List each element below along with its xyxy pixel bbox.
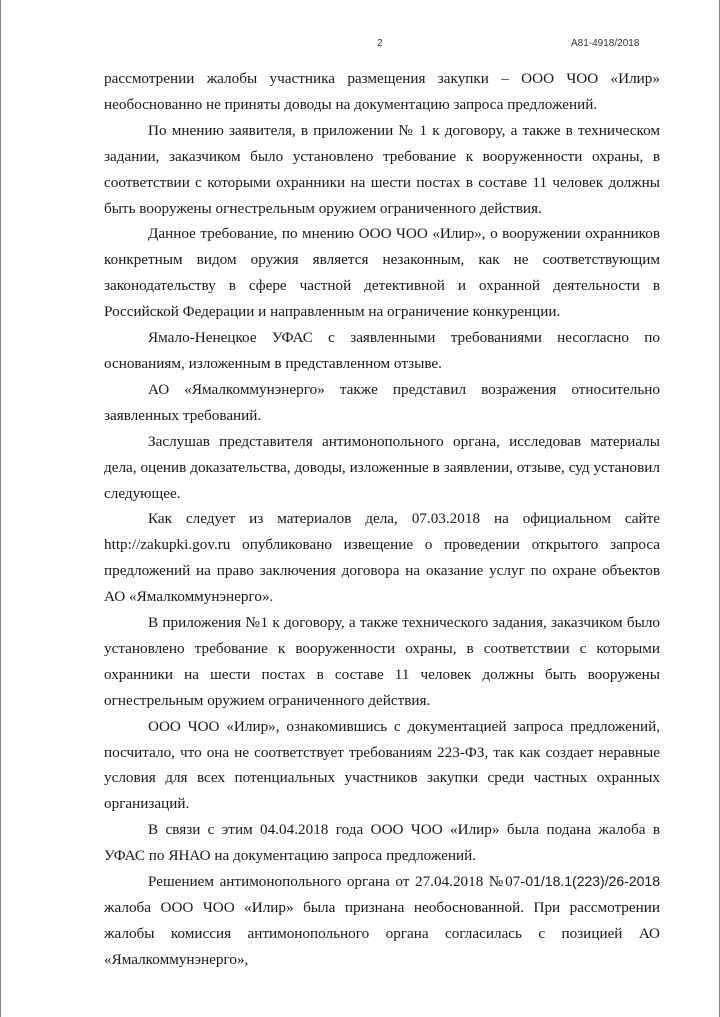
paragraph-case-materials: Как следует из материалов дела, 07.03.2018 на официальном сайте http://zakupki.gov.ru опубликовано извещение о проведении открытого запроса предложений на право заключения договора на оказание услуг по охране объектов АО «Ямалкоммунэнерго». [104,510,660,606]
paragraph-appendix-requirement: В приложения №1 к договору, а также технического задания, заказчиком было установлено требование к вооруженности охраны, в соответствии с которыми охранники на шести постах в составе 11 человек должны быть вооружены огнестрельным оружием ограниченного действия. [104,614,660,709]
document-body [104,66,660,973]
paragraph-objections: АО «Ямалкоммунэнерго» также представил возражения относительно заявленных требований. [104,380,660,424]
decision-text-start: Решением антимонопольного органа от 27.04.2018 №07- [148,873,526,891]
paragraph-complaint-filed: В связи с этим 04.04.2018 года ООО ЧОО «Илир» была подана жалоба в УФАС по ЯНАО на документацию запроса предложений. [104,821,660,865]
paragraph-decision [104,869,660,973]
case-number: А81-4918/2018 [571,38,640,49]
paragraph-ufas-disagrees: Ямало-Ненецкое УФАС с заявленными требованиями несогласно по основаниям, изложенным в представленном отзыве. [104,329,660,372]
paragraph-ilir-review: ООО ЧОО «Илир», ознакомившись с документацией запроса предложений, посчитало, что она не соответствует требованиям 223-ФЗ, так как создает неравные условия для всех потенциальных участников закупки среди частных охранных организаций. [104,717,660,813]
decision-number: 01/18.1(223)/26-2018 [525,873,660,890]
paragraph-continuation: рассмотрении жалобы участника размещения закупки – ООО ЧОО «Илир» необоснованно не приняты доводы на документацию запроса предложений. [104,70,660,113]
decision-text-end: жалоба ООО ЧОО «Илир» была признана необоснованной. При рассмотрении жалобы комиссия антимонопольного органа согласилась с позицией АО «Ямалкоммунэнерго», [104,899,660,968]
paragraph-court-established: Заслушав представителя антимонопольного органа, исследовав материалы дела, оценив доказательства, доводы, изложенные в заявлении, отзыве, суд установил следующее. [104,432,660,502]
paragraph-applicant-opinion: По мнению заявителя, в приложении № 1 к договору, а также в техническом задании, заказчиком было установлено требование к вооруженности охраны, в соответствии с которыми охранники на шести постах в составе 11 человек должны быть вооружены огнестрельным оружием ограниченного действия. [104,121,660,217]
paragraph-requirement-illegal: Данное требование, по мнению ООО ЧОО «Илир», о вооружении охранников конкретным видом оружия является незаконным, как не соответствующим законодательству в сфере частной детективной и охранной деятельности в Российской Федерации и направленным на ограничение конкуренции. [104,225,660,321]
page-number: 2 [377,38,383,49]
